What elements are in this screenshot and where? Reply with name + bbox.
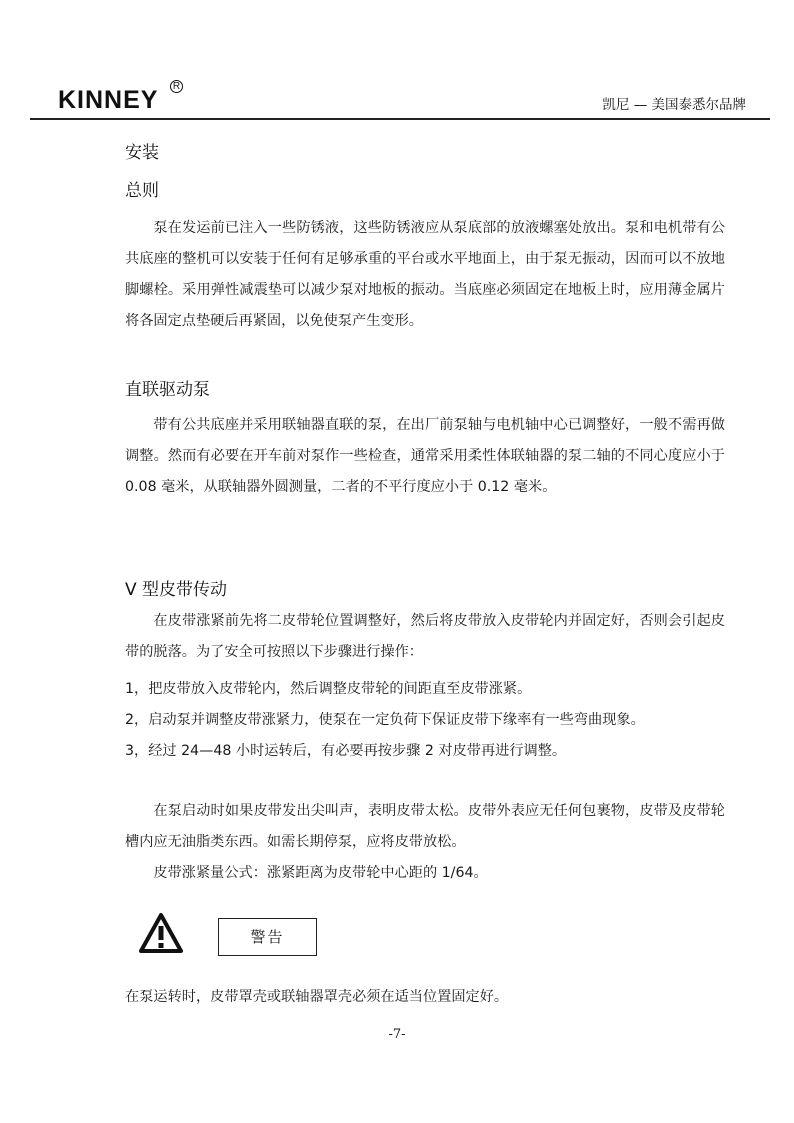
step-item: 2，启动泵并调整皮带涨紧力，使泵在一定负荷下保证皮带下缘率有一些弯曲现象。 [125,712,645,728]
section-title-install: 安装 [125,143,159,163]
header-brand-text: 凯尼 — 美国泰悉尔品牌 [602,97,746,113]
paragraph-v-belt: 在皮带涨紧前先将二皮带轮位置调整好，然后将皮带放入皮带轮内并固定好，否则会引起皮带的脱落。为了安全可按照以下步骤进行操作： [125,613,725,660]
warning-text: 在泵运转时，皮带罩壳或联轴器罩壳必须在适当位置固定好。 [125,989,509,1005]
brand-logo: KINNEY [58,86,159,114]
paragraph-belt-note: 在泵启动时如果皮带发出尖叫声，表明皮带太松。皮带外表应无任何包裹物，皮带及皮带轮槽内应无油脂类东西。如需长期停泵，应将皮带放松。 [125,803,725,850]
paragraph-general: 泵在发运前已注入一些防锈液，这些防锈液应从泵底部的放液螺塞处放出。泵和电机带有公共底座的整机可以安装于任何有足够承重的平台或水平地面上，由于泵无振动，因而可以不放地脚螺栓。采用弹性减震垫可以减少泵对地板的振动。当底座必须固定在地板上时，应用薄金属片将各固定点垫硬后再紧固，以免使泵产生变形。 [125,220,725,329]
page-header [30,78,770,120]
section-title-general: 总则 [125,181,159,201]
warning-triangle-icon [138,912,184,954]
step-list [125,674,725,767]
belt-notes [125,796,725,889]
page-number: -7- [388,1027,406,1042]
warning-label-box: 警告 [218,918,317,956]
paragraph-formula: 皮带涨紧量公式：涨紧距离为皮带轮中心距的 1/64。 [153,865,488,881]
step-item: 1，把皮带放入皮带轮内，然后调整皮带轮的间距直至皮带涨紧。 [125,681,532,697]
section-title-direct-drive: 直联驱动泵 [125,380,210,400]
registered-mark: R [170,80,183,93]
section-title-v-belt: V 型皮带传动 [125,580,228,600]
paragraph-direct-drive: 带有公共底座并采用联轴器直联的泵，在出厂前泵轴与电机轴中心已调整好，一般不需再做调整。然而有必要在开车前对泵作一些检查，通常采用柔性体联轴器的泵二轴的不同心度应小于 0.08 毫米，从联轴器外圆测量，二者的不平行度应小于 0.12 毫米。 [125,417,725,495]
step-item: 3，经过 24—48 小时运转后，有必要再按步骤 2 对皮带再进行调整。 [125,743,567,759]
